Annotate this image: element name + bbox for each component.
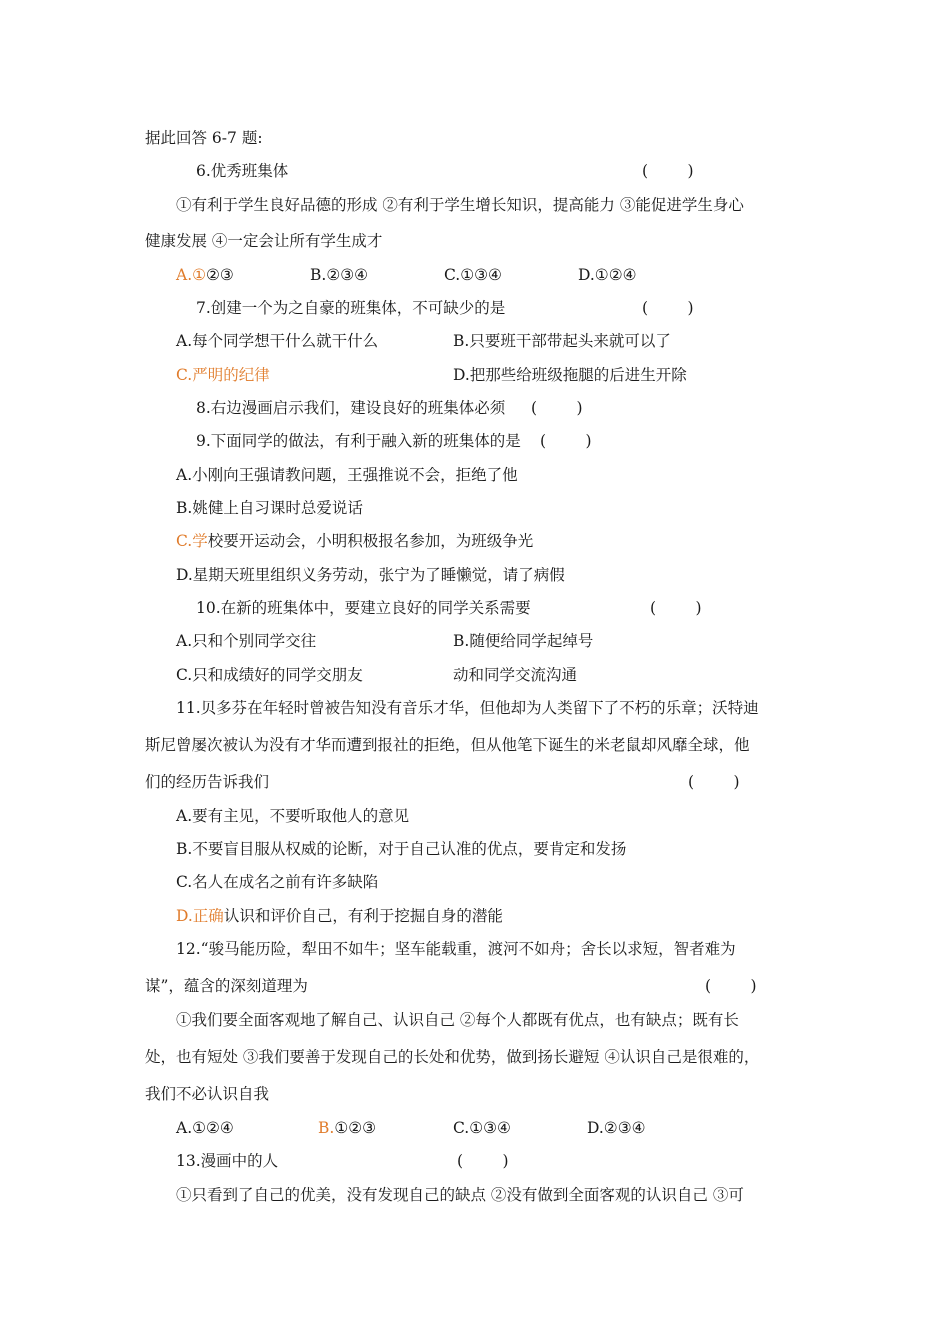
- q9-option-b: B.姚健上自习课时总爱说话: [176, 499, 363, 517]
- q12-option-d: D.②③④: [587, 1119, 646, 1137]
- q13-answer-blank: ( ): [457, 1152, 509, 1170]
- q6-option-c: C.①③④: [444, 266, 502, 284]
- q7-option-c: C.严明的纪律: [176, 366, 270, 384]
- q9-option-c: C.学校要开运动会，小明积极报名参加，为班级争光: [176, 532, 534, 550]
- q9-option-a: A.小刚向王强请教问题，王强推说不会，拒绝了他: [176, 466, 518, 484]
- intro-text: 据此回答 6-7 题:: [145, 129, 263, 147]
- q12-option-b: B.①②③: [318, 1119, 377, 1137]
- q10-option-a: A.只和个别同学交往: [176, 632, 317, 650]
- q12-line1: 12.“骏马能历险，犁田不如牛；坚车能载重，渡河不如舟；舍长以求短，智者难为: [176, 940, 736, 958]
- q7-option-b: B.只要班干部带起头来就可以了: [453, 332, 671, 350]
- q6-option-b: B.②③④: [310, 266, 369, 284]
- q12-option-c: C.①③④: [453, 1119, 511, 1137]
- q6-answer-blank: ( ): [642, 162, 694, 180]
- q12-line3: ①我们要全面客观地了解自己、认识自己 ②每个人都既有优点，也有缺点；既有长: [176, 1011, 739, 1029]
- q10-stem: 10.在新的班集体中，要建立良好的同学关系需要: [196, 599, 531, 617]
- q8-stem: 8.右边漫画启示我们，建设良好的班集体必须: [196, 399, 506, 417]
- q12-option-a: A.①②④: [176, 1119, 234, 1137]
- q10-answer-blank: ( ): [650, 599, 702, 617]
- q12-line4: 处，也有短处 ③我们要善于发现自己的长处和优势，做到扬长避短 ④认识自己是很难的，: [145, 1048, 760, 1066]
- q11-answer-blank: ( ): [688, 773, 740, 791]
- q10-option-b: B.随便给同学起绰号: [453, 632, 594, 650]
- q11-line1: 11.贝多芬在年轻时曾被告知没有音乐才华，但他却为人类留下了不朽的乐章；沃特迪: [176, 699, 759, 717]
- q11-option-d-highlight: D.正确: [176, 907, 224, 925]
- q7-option-a: A.每个同学想干什么就干什么: [176, 332, 379, 350]
- q11-line2: 斯尼曾屡次被认为没有才华而遭到报社的拒绝，但从他笔下诞生的米老鼠却风靡全球，他: [145, 736, 750, 754]
- q6-option-d: D.①②④: [578, 266, 637, 284]
- q10-option-c: C.只和成绩好的同学交朋友: [176, 666, 363, 684]
- q9-option-d: D.星期天班里组织义务劳动，张宁为了睡懒觉，请了病假: [176, 566, 565, 584]
- q6-option-a-highlight: A.①: [176, 266, 207, 284]
- q6-line2: 健康发展 ④一定会让所有学生成才: [145, 232, 383, 250]
- q9-stem: 9.下面同学的做法，有利于融入新的班集体的是: [196, 432, 521, 450]
- q12-line2: 谋”，蕴含的深刻道理为: [145, 977, 308, 995]
- q6-line1: ①有利于学生良好品德的形成 ②有利于学生增长知识，提高能力 ③能促进学生身心: [176, 196, 744, 214]
- q9-answer-blank: ( ): [540, 432, 592, 450]
- q13-stem: 13.漫画中的人: [176, 1152, 279, 1170]
- q12-option-b-highlight: B.: [318, 1119, 335, 1137]
- q13-line1: ①只看到了自己的优美，没有发现自己的缺点 ②没有做到全面客观的认识自己 ③可: [176, 1186, 744, 1204]
- q7-answer-blank: ( ): [642, 299, 694, 317]
- q6-stem: 6.优秀班集体: [196, 162, 289, 180]
- q11-option-d: D.正确认识和评价自己，有利于挖掘自身的潜能: [176, 907, 503, 925]
- q6-option-a: A.①②③: [176, 266, 234, 284]
- q11-option-c: C.名人在成名之前有许多缺陷: [176, 873, 379, 891]
- q11-line3: 们的经历告诉我们: [145, 773, 270, 791]
- q7-option-d: D.把那些给班级拖腿的后进生开除: [453, 366, 687, 384]
- q9-option-c-highlight: C.学: [176, 532, 208, 550]
- q11-option-a: A.要有主见，不要听取他人的意见: [176, 807, 410, 825]
- q7-stem: 7.创建一个为之自豪的班集体，不可缺少的是: [196, 299, 506, 317]
- q12-line5: 我们不必认识自我: [145, 1085, 270, 1103]
- q8-answer-blank: ( ): [531, 399, 583, 417]
- q11-option-b: B.不要盲目服从权威的论断，对于自己认准的优点，要肯定和发扬: [176, 840, 627, 858]
- q10-option-d: 动和同学交流沟通: [453, 666, 578, 684]
- q12-answer-blank: ( ): [705, 977, 757, 995]
